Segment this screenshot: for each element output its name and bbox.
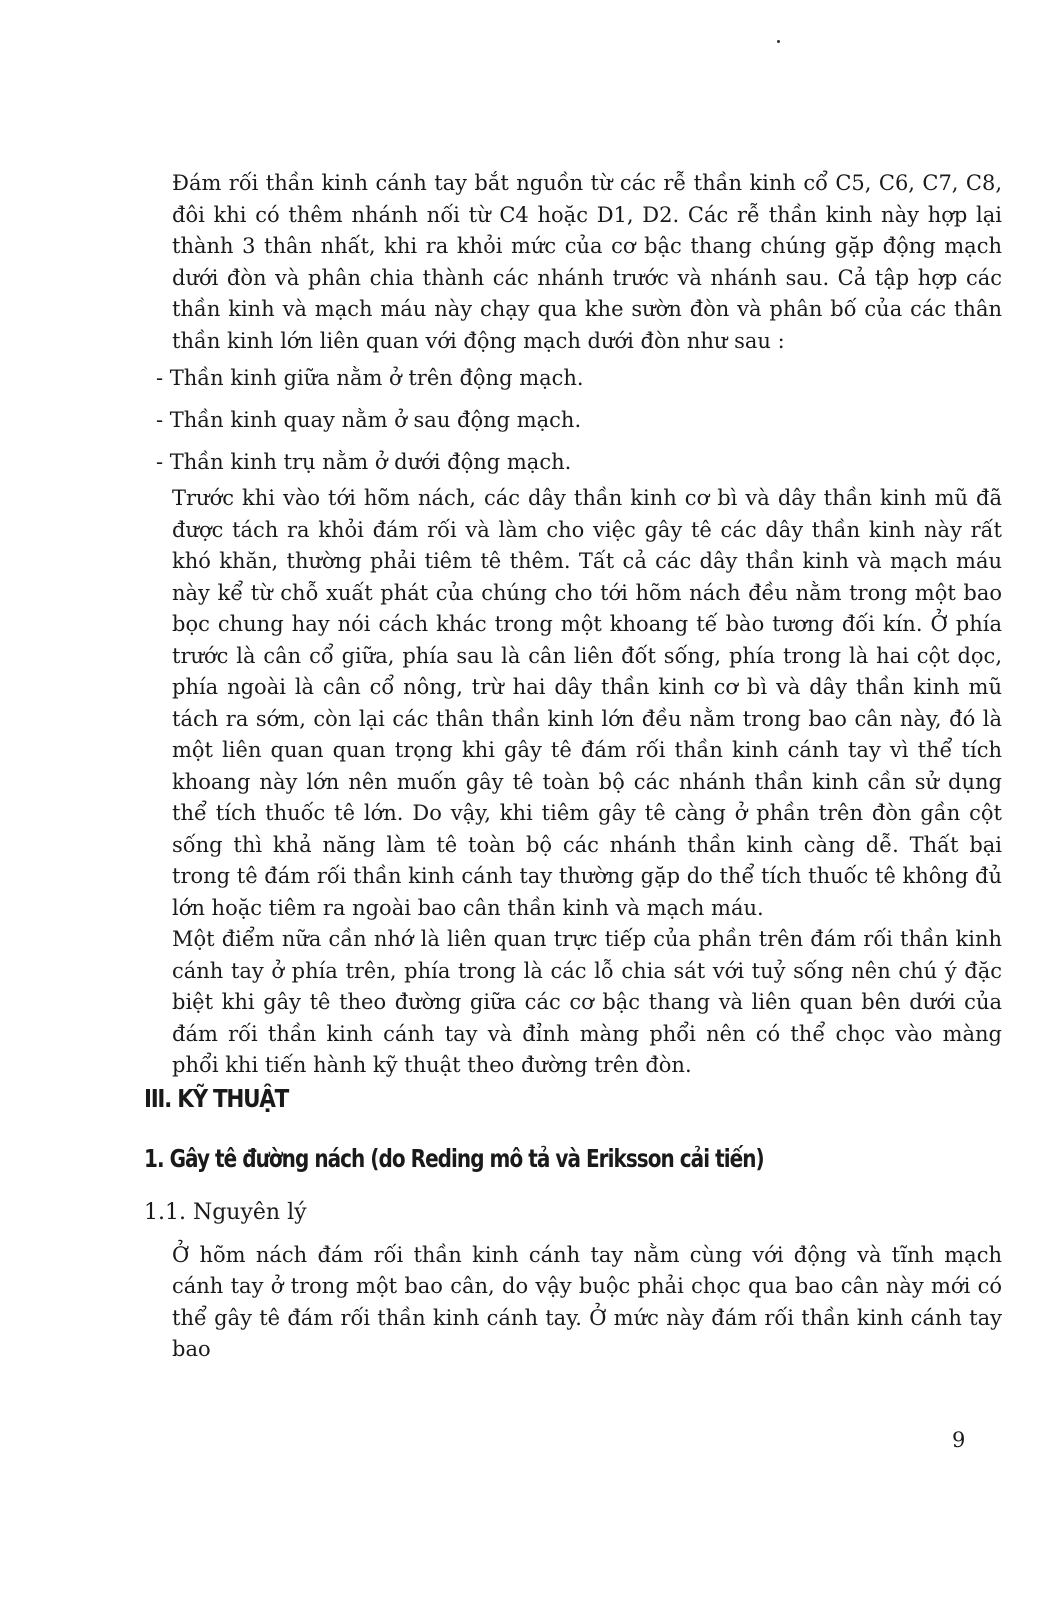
paragraph-supraclavicular-note: Một điểm nữa cần nhớ là liên quan trực tiếp của phần trên đám rối thần kinh cánh tay ở phía trên, phía trong là các lỗ chia sát với tuỷ sống nên chú ý đặc biệt khi gây tê theo đường giữa các cơ bậc thang và liên quan bên dưới của đám rối thần kinh cánh tay và đỉnh màng phổi nên có thể chọc vào màng phổi khi tiến hành kỹ thuật theo đường trên đòn. xyxy=(172,927,1002,1077)
paragraph-brachial-plexus-origin: Đám rối thần kinh cánh tay bắt nguồn từ các rễ thần kinh cổ C5, C6, C7, C8, đôi khi có thêm nhánh nối từ C4 hoặc D1, D2. Các rễ thần kinh này hợp lại thành 3 thân nhất, khi ra khỏi mức của cơ bậc thang chúng gặp động mạch dưới đòn và phân chia thành các nhánh trước và nhánh sau. Cả tập hợp các thần kinh và mạch máu này chạy qua khe sườn đòn và phân bố của các thân thần kinh lớn liên quan với động mạch dưới đòn như sau : xyxy=(172,171,1002,353)
paragraph-axilla-sheath: Trước khi vào tới hõm nách, các dây thần kinh cơ bì và dây thần kinh mũ đã được tách ra khỏi đám rối và làm cho việc gây tê các dây thần kinh này rất khó khăn, thường phải tiêm tê thêm. Tất cả các dây thần kinh và mạch máu này kể từ chỗ xuất phát của chúng cho tới hõm nách đều nằm trong một bao bọc chung hay nói cách khác trong một khoang tế bào tương đối kín. Ở phía trước là cân cổ giữa, phía sau là cân liên đốt sống, phía trong là hai cột dọc, phía ngoài là cân cổ nông, trừ hai dây thần kinh cơ bì và dây thần kinh mũ tách ra sớm, còn lại các thân thần kinh lớn đều nằm trong bao cân này, đó là một liên quan quan trọng khi gây tê đám rối thần kinh cánh tay vì thể tích khoang này lớn nên muốn gây tê toàn bộ các nhánh thần kinh cần sử dụng thể tích thuốc tê lớn. Do vậy, khi tiêm gây tê càng ở phần trên đòn gần cột sống thì khả năng làm tê toàn bộ các nhánh thần kinh càng dễ. Thất bại trong tê đám rối thần kinh cánh tay thường gặp do thể tích thuốc tê không đủ lớn hoặc tiêm ra ngoài bao cân thần kinh và mạch máu. xyxy=(172,486,1002,920)
paragraph-principle: Ở hõm nách đám rối thần kinh cánh tay nằm cùng với động và tĩnh mạch cánh tay ở trong một bao cân, do vậy buộc phải chọc qua bao cân này mới có thể gây tê đám rối thần kinh cánh tay. Ở mức này đám rối thần kinh cánh tay bao xyxy=(172,1242,1002,1361)
subsubsection-heading-principle: 1.1. Nguyên lý xyxy=(144,1199,307,1225)
nerve-position-list xyxy=(156,357,986,483)
section-heading-technique: III. KỸ THUẬT xyxy=(144,1083,289,1113)
subsection-heading-axillary-block: 1. Gây tê đường nách (do Reding mô tả và Eriksson cải tiến) xyxy=(144,1143,764,1173)
list-item-median-nerve: - Thần kinh giữa nằm ở trên động mạch. xyxy=(156,366,584,390)
scan-speck xyxy=(777,40,780,43)
list-item-radial-nerve: - Thần kinh quay nằm ở sau động mạch. xyxy=(156,408,582,432)
list-item-ulnar-nerve: - Thần kinh trụ nằm ở dưới động mạch. xyxy=(156,450,572,474)
page-number: 9 xyxy=(952,1428,966,1452)
page-content xyxy=(144,168,1002,1366)
